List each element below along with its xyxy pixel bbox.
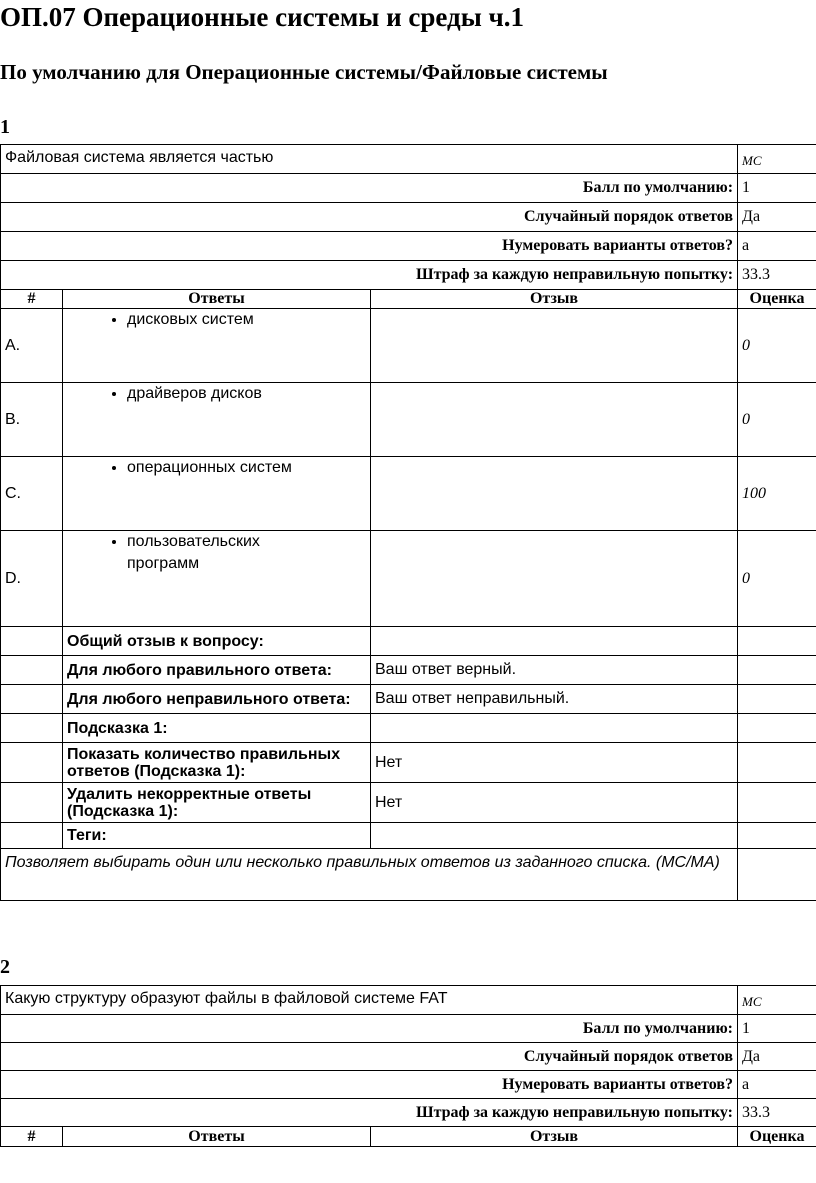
answer-row: [1, 309, 816, 383]
answer-grade: 0: [738, 309, 816, 383]
question-number: 2: [0, 956, 10, 978]
question-table-2: [0, 985, 816, 1147]
header-feedback: Отзыв: [371, 290, 738, 309]
correct-feedback-label: Для любого правильного ответа:: [63, 656, 371, 685]
header-grade: Оценка: [738, 1127, 816, 1147]
tags-label: Теги:: [63, 823, 371, 849]
shuffle-label: Случайный порядок ответов: [1, 203, 738, 232]
header-num: #: [1, 290, 63, 309]
header-grade: Оценка: [738, 290, 816, 309]
answer-letter: C.: [1, 457, 63, 531]
penalty-label: Штраф за каждую неправильную попытку:: [1, 1099, 738, 1127]
answer-letter: D.: [1, 531, 63, 627]
show-correct-count-value: Нет: [371, 743, 738, 783]
header-feedback: Отзыв: [371, 1127, 738, 1147]
general-feedback-value: [371, 627, 738, 656]
question-text: Какую структуру образуют файлы в файловой системе FAT: [1, 986, 738, 1015]
default-mark-label: Балл по умолчанию:: [1, 1015, 738, 1043]
question-type: MC: [738, 986, 816, 1015]
answer-grade: 0: [738, 383, 816, 457]
answer-text: • драйверов дисков: [127, 383, 366, 405]
shuffle-value: Да: [738, 1043, 816, 1071]
answer-grade: 0: [738, 531, 816, 627]
header-answers: Ответы: [63, 1127, 371, 1147]
shuffle-value: Да: [738, 203, 816, 232]
question-type-note: Позволяет выбирать один или несколько правильных ответов из заданного списка. (MC/MA): [1, 849, 738, 901]
answer-letter: A.: [1, 309, 63, 383]
incorrect-feedback-value: Ваш ответ неправильный.: [371, 685, 738, 714]
general-feedback-label: Общий отзыв к вопросу:: [63, 627, 371, 656]
tags-value: [371, 823, 738, 849]
answer-text: • операционных систем: [127, 457, 366, 479]
question-table-1: [0, 144, 816, 901]
page-title: ОП.07 Операционные системы и среды ч.1: [0, 2, 524, 32]
numbering-label: Нумеровать варианты ответов?: [1, 232, 738, 261]
header-answers: Ответы: [63, 290, 371, 309]
correct-feedback-value: Ваш ответ верный.: [371, 656, 738, 685]
question-number: 1: [0, 116, 10, 138]
answer-text: • пользовательских программ: [127, 531, 297, 575]
question-type: MC: [738, 145, 816, 174]
default-mark-label: Балл по умолчанию:: [1, 174, 738, 203]
hint-value: [371, 714, 738, 743]
penalty-value: 33.3: [738, 1099, 816, 1127]
remove-incorrect-label: Удалить некорректные ответы (Подсказка 1):: [63, 783, 371, 823]
answer-grade: 100: [738, 457, 816, 531]
answer-text: • дисковых систем: [127, 309, 366, 331]
question-text: Файловая система является частью: [1, 145, 738, 174]
answer-row: [1, 531, 816, 627]
incorrect-feedback-label: Для любого неправильного ответа:: [63, 685, 371, 714]
numbering-label: Нумеровать варианты ответов?: [1, 1071, 738, 1099]
penalty-value: 33.3: [738, 261, 816, 290]
answer-letter: B.: [1, 383, 63, 457]
default-mark-value: 1: [738, 174, 816, 203]
header-num: #: [1, 1127, 63, 1147]
hint-label: Подсказка 1:: [63, 714, 371, 743]
answer-row: [1, 383, 816, 457]
remove-incorrect-value: Нет: [371, 783, 738, 823]
penalty-label: Штраф за каждую неправильную попытку:: [1, 261, 738, 290]
answer-row: [1, 457, 816, 531]
page-subtitle: По умолчанию для Операционные системы/Файловые системы: [0, 60, 608, 84]
shuffle-label: Случайный порядок ответов: [1, 1043, 738, 1071]
numbering-value: a: [738, 1071, 816, 1099]
show-correct-count-label: Показать количество правильных ответов (Подсказка 1):: [63, 743, 371, 783]
default-mark-value: 1: [738, 1015, 816, 1043]
numbering-value: a: [738, 232, 816, 261]
